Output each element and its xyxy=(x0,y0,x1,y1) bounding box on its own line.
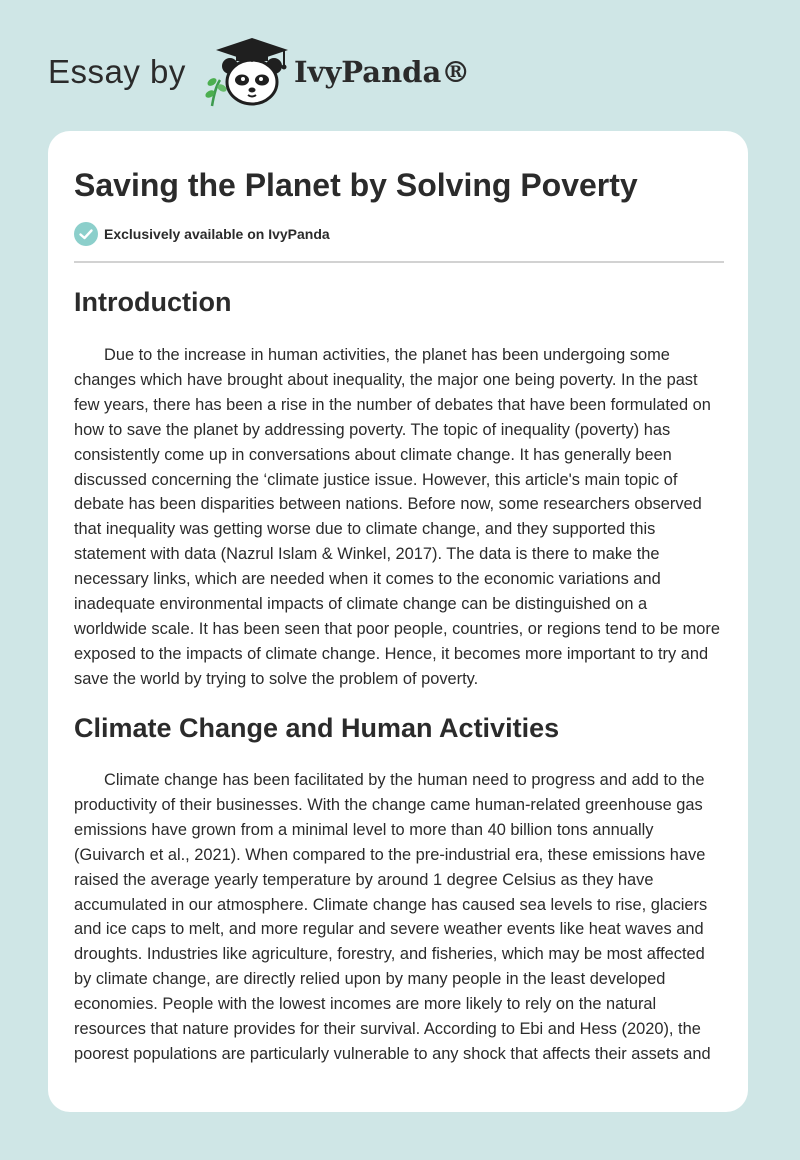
badge-text: Exclusively available on IvyPanda xyxy=(104,226,330,242)
section-paragraph-introduction: Due to the increase in human activities, the planet has been undergoing some changes which have brought about inequality, the major one being poverty. In the past few years, there has been a rise in the number of debates that have been formulated on how to save the planet by addressing poverty. The topic of inequality (poverty) has consistently come up in conversations about climate change. It has generally been discussed concerning the ‘climate justice issue. However, this article's main topic of debate has been disparities between nations. Before now, some researchers observed that inequality was getting worse due to climate change, and they supported this statement with data (Nazrul Islam & Winkel, 2017). The data is there to make the necessary links, which are needed when it comes to the economic variations and inadequate environmental impacts of climate change can be distinguished on a worldwide scale. It has been seen that poor people, countries, or regions tend to be more exposed to the impacts of climate change. Hence, it becomes more important to try and save the world by trying to solve the problem of poverty. xyxy=(74,346,720,688)
panda-graduate-icon[interactable] xyxy=(198,36,298,108)
checkmark-circle-icon xyxy=(74,222,98,246)
essay-content xyxy=(48,131,748,1071)
divider xyxy=(74,261,724,263)
section-heading-introduction: Introduction xyxy=(74,287,232,317)
brand-prefix: Essay by xyxy=(48,53,186,90)
site-header xyxy=(0,0,800,120)
section-heading-climate-change: Climate Change and Human Activities xyxy=(74,713,560,743)
brand-name: IvyPanda® xyxy=(294,55,471,89)
page-title: Saving the Planet by Solving Poverty xyxy=(74,167,638,203)
section-paragraph-climate-change: Climate change has been facilitated by the human need to progress and add to the productivity of their businesses. With the change came human-related greenhouse gas emissions have grown from a minimal level to more than 40 billion tons annually (Guivarch et al., 2021). When compared to the pre-industrial era, these emissions have raised the average yearly temperature by around 1 degree Celsius as they have accumulated in our atmosphere. Climate change has caused sea levels to rise, glaciers and ice caps to melt, and more regular and severe weather events like heat waves and droughts. Industries like agriculture, forestry, and fisheries, which may be most affected by climate change, are directly relied upon by many people in the least developed economies. People with the lowest incomes are more likely to rely on the natural resources that nature provides for their survival. According to Ebi and Hess (2020), the poorest populations are particularly vulnerable to any shock that affects their assets and xyxy=(74,771,711,1063)
exclusive-badge xyxy=(74,222,330,246)
essay-card xyxy=(48,131,748,1112)
